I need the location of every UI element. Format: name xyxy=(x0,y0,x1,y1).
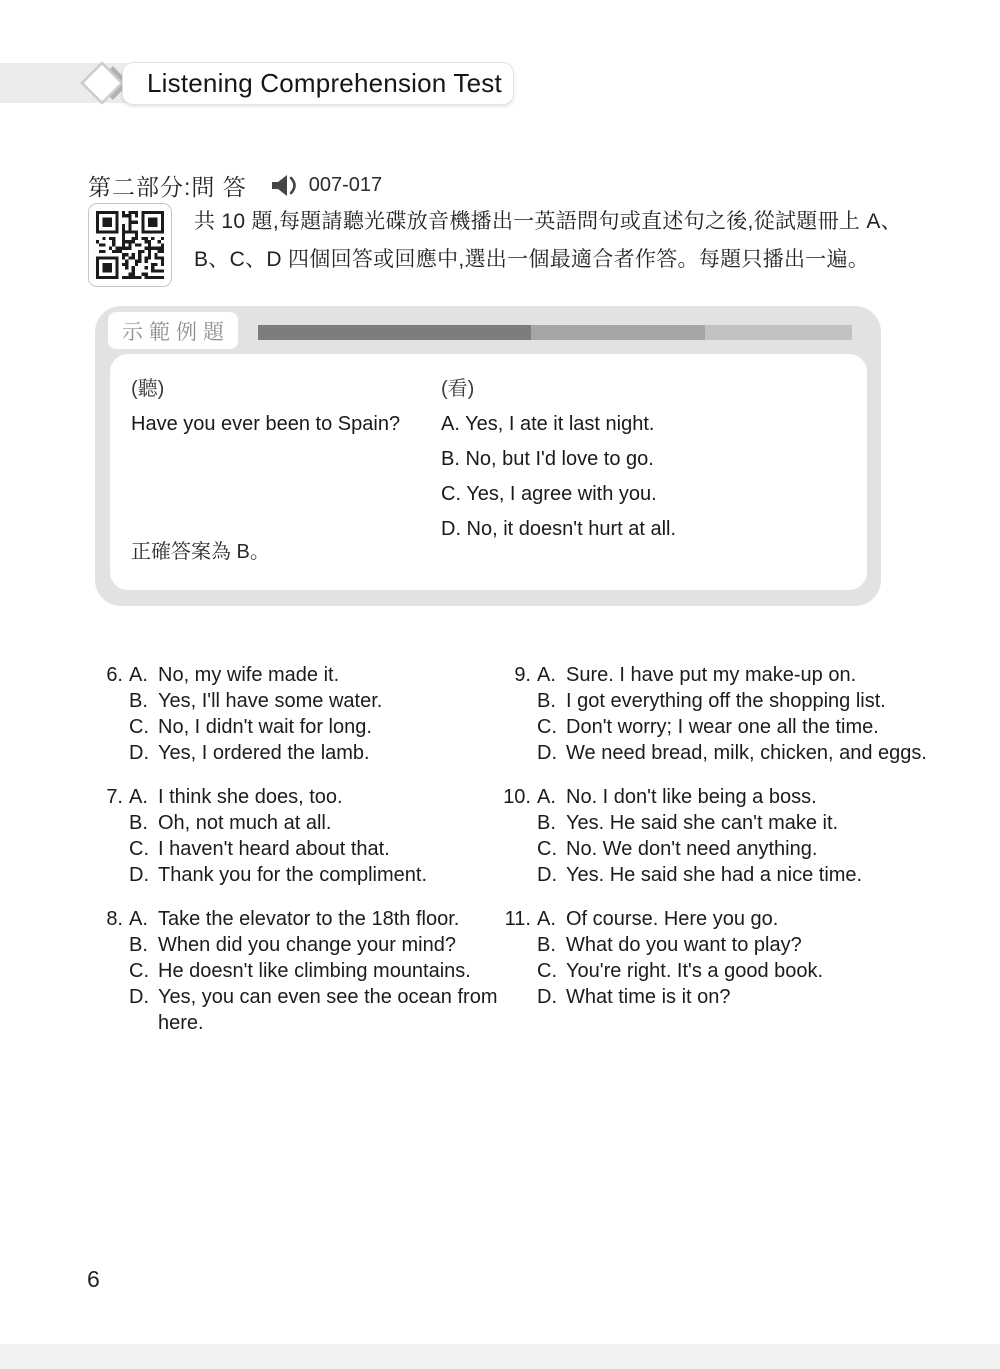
part-title: 第二部分:問 答 xyxy=(88,174,247,200)
page-title xyxy=(122,62,514,105)
answer-option: B. What do you want to play? xyxy=(537,934,802,956)
sample-option-c: C. Yes, I agree with you. xyxy=(441,483,657,505)
qr-code xyxy=(88,203,172,287)
sample-question-box xyxy=(95,306,881,606)
part-instructions: 共 10 題,每題請聽光碟放音機播出一英語問句或直述句之後,從試題冊上 A、B、C、D 四個回答或回應中,選出一個最適合者作答。每題只播出一遍。 xyxy=(194,210,902,271)
question-8 xyxy=(95,906,500,1036)
sample-option-b: B. No, but I'd love to go. xyxy=(441,448,654,470)
speaker-icon xyxy=(269,173,301,198)
answer-option: D. What time is it on? xyxy=(537,986,731,1008)
answer-option: D. We need bread, milk, chicken, and eggs. xyxy=(537,742,927,764)
answer-option: A. No, my wife made it. xyxy=(129,664,340,686)
answer-option: A. Take the elevator to the 18th floor. xyxy=(129,908,460,930)
answer-option: A. I think she does, too. xyxy=(129,786,343,808)
sample-inner-panel xyxy=(110,354,867,590)
question-number: 8. xyxy=(106,908,123,930)
answer-option: B. Yes. He said she can't make it. xyxy=(537,812,839,834)
answer-option: B. Oh, not much at all. xyxy=(129,812,332,834)
part-heading-row xyxy=(88,169,382,202)
question-number: 10. xyxy=(503,786,531,808)
question-9 xyxy=(503,662,943,766)
question-7 xyxy=(95,784,500,888)
question-6 xyxy=(95,662,500,766)
qr-code-svg xyxy=(96,211,164,279)
questions-right-column xyxy=(503,662,943,1028)
sample-listen-column xyxy=(131,372,400,442)
footer-band xyxy=(0,1344,1000,1369)
bar-segment-mid xyxy=(531,325,705,340)
answer-option: C. I haven't heard about that. xyxy=(129,838,390,860)
answer-option: A. No. I don't like being a boss. xyxy=(537,786,817,808)
answer-option: D. Yes, you can even see the ocean from here. xyxy=(129,986,498,1034)
question-number: 6. xyxy=(106,664,123,686)
answer-option: C. You're right. It's a good book. xyxy=(537,960,824,982)
answer-option: D. Yes. He said she had a nice time. xyxy=(537,864,863,886)
sample-answer-note: 正確答案為 B。 xyxy=(131,541,270,563)
answer-option: C. He doesn't like climbing mountains. xyxy=(129,960,471,982)
sample-label: 示範例題 xyxy=(108,312,238,349)
answer-option: C. No, I didn't wait for long. xyxy=(129,716,372,738)
bar-segment-dark xyxy=(258,325,531,340)
answer-option: B. Yes, I'll have some water. xyxy=(129,690,383,712)
answer-option: C. Don't worry; I wear one all the time. xyxy=(537,716,879,738)
question-10 xyxy=(503,784,943,888)
answer-option: C. No. We don't need anything. xyxy=(537,838,818,860)
question-number: 7. xyxy=(106,786,123,808)
bar-segment-light xyxy=(705,325,852,340)
listen-heading: (聽) xyxy=(131,378,165,400)
audio-track-number: 007-017 xyxy=(308,174,383,196)
answer-option: A. Of course. Here you go. xyxy=(537,908,779,930)
sample-option-a: A. Yes, I ate it last night. xyxy=(441,413,655,435)
answer-option: D. Thank you for the compliment. xyxy=(129,864,428,886)
answer-option: A. Sure. I have put my make-up on. xyxy=(537,664,857,686)
sample-option-d: D. No, it doesn't hurt at all. xyxy=(441,518,677,540)
answer-option: B. When did you change your mind? xyxy=(129,934,456,956)
question-number: 9. xyxy=(514,664,531,686)
question-number: 11. xyxy=(504,908,531,930)
page-title-text: Listening Comprehension Test xyxy=(147,68,502,98)
sample-decoration-bars xyxy=(258,325,852,340)
sample-question-text: Have you ever been to Spain? xyxy=(131,413,401,435)
answer-option: B. I got everything off the shopping list. xyxy=(537,690,886,712)
sample-read-column xyxy=(441,372,676,547)
read-heading: (看) xyxy=(441,378,475,400)
question-11 xyxy=(503,906,943,1010)
page-number: 6 xyxy=(87,1266,100,1292)
questions-left-column xyxy=(95,662,500,1054)
answer-option: D. Yes, I ordered the lamb. xyxy=(129,742,370,764)
